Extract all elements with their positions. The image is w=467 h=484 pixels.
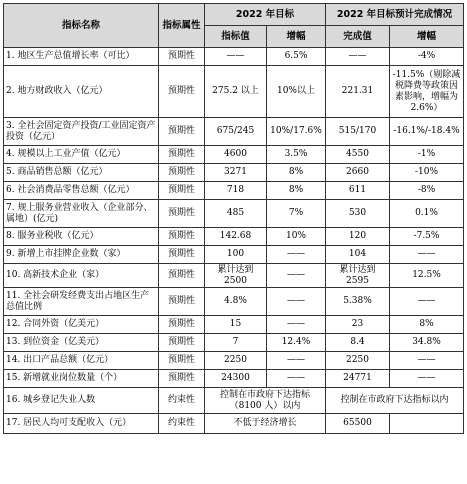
row-completed-value: 120 <box>326 228 390 246</box>
table-row <box>4 228 464 246</box>
row-completed-value: 累计达到 2595 <box>326 264 390 288</box>
row-name: 5. 商品销售总额（亿元） <box>4 164 159 182</box>
header-completed-value: 完成值 <box>326 26 390 48</box>
row-attr: 预期性 <box>159 200 205 228</box>
row-completion-growth: —— <box>390 288 464 316</box>
row-target-value: 7 <box>205 334 267 352</box>
row-target-growth: 10%以上 <box>267 66 326 118</box>
row-completion-growth: —— <box>390 352 464 370</box>
targets-table <box>3 3 464 434</box>
row-completed-merged: 控制在市政府下达指标以内 <box>326 388 464 414</box>
row-name: 9. 新增上市挂牌企业数（家） <box>4 246 159 264</box>
row-target-growth: 6.5% <box>267 48 326 66</box>
row-target-growth: 8% <box>267 182 326 200</box>
row-target-growth: 8% <box>267 164 326 182</box>
row-name: 6. 社会消费品零售总额（亿元） <box>4 182 159 200</box>
row-completed-value: 611 <box>326 182 390 200</box>
row-name: 8. 服务业税收（亿元） <box>4 228 159 246</box>
row-target-value: 100 <box>205 246 267 264</box>
table-row <box>4 200 464 228</box>
table-row <box>4 146 464 164</box>
row-completion-growth: —— <box>390 370 464 388</box>
table-row <box>4 264 464 288</box>
row-attr: 预期性 <box>159 370 205 388</box>
row-completion-growth: -7.5% <box>390 228 464 246</box>
row-name: 1. 地区生产总值增长率（可比） <box>4 48 159 66</box>
row-attr: 预期性 <box>159 316 205 334</box>
row-target-growth: —— <box>267 316 326 334</box>
row-target-value: 累计达到 2500 <box>205 264 267 288</box>
row-completed-value: 23 <box>326 316 390 334</box>
row-attr: 约束性 <box>159 388 205 414</box>
row-target-value: 15 <box>205 316 267 334</box>
row-completed-value: 5.38% <box>326 288 390 316</box>
table-row <box>4 288 464 316</box>
row-target-growth: 10%/17.6% <box>267 118 326 146</box>
row-completed-value: 24771 <box>326 370 390 388</box>
row-completion-growth: -10% <box>390 164 464 182</box>
row-completion-growth: -16.1%/-18.4% <box>390 118 464 146</box>
row-completed-value: 2660 <box>326 164 390 182</box>
row-name: 15. 新增就业岗位数量（个） <box>4 370 159 388</box>
row-target-value: —— <box>205 48 267 66</box>
row-attr: 预期性 <box>159 334 205 352</box>
row-completed-value: 104 <box>326 246 390 264</box>
row-target-growth: 3.5% <box>267 146 326 164</box>
table-row <box>4 388 464 414</box>
row-completed-value: 65500 <box>326 414 390 434</box>
row-name: 17. 居民人均可支配收入（元） <box>4 414 159 434</box>
row-attr: 预期性 <box>159 288 205 316</box>
row-target-value: 142.68 <box>205 228 267 246</box>
header-indicator-name: 指标名称 <box>4 4 159 48</box>
table-body <box>4 48 464 434</box>
header-growth: 增幅 <box>267 26 326 48</box>
row-target-value: 275.2 以上 <box>205 66 267 118</box>
row-completion-growth: -4% <box>390 48 464 66</box>
row-target-growth: —— <box>267 352 326 370</box>
row-attr: 预期性 <box>159 228 205 246</box>
row-attr: 预期性 <box>159 66 205 118</box>
row-name: 16. 城乡登记失业人数 <box>4 388 159 414</box>
header-indicator-attr: 指标属性 <box>159 4 205 48</box>
row-completion-growth: 0.1% <box>390 200 464 228</box>
row-completed-value: 2250 <box>326 352 390 370</box>
row-target-growth: 10% <box>267 228 326 246</box>
row-name: 3. 全社会固定资产投资/工业固定资产投资（亿元） <box>4 118 159 146</box>
row-name: 10. 高新技术企业（家） <box>4 264 159 288</box>
row-target-growth: —— <box>267 264 326 288</box>
row-attr: 预期性 <box>159 146 205 164</box>
row-name: 7. 规上服务业营业收入（企业部分、属地）(亿元) <box>4 200 159 228</box>
table-row <box>4 48 464 66</box>
row-attr: 预期性 <box>159 48 205 66</box>
row-name: 4. 规模以上工业产值（亿元） <box>4 146 159 164</box>
table-row <box>4 182 464 200</box>
table-row <box>4 316 464 334</box>
table-row <box>4 334 464 352</box>
row-completion-growth: -8% <box>390 182 464 200</box>
row-completion-growth <box>390 414 464 434</box>
row-target-value: 3271 <box>205 164 267 182</box>
row-completion-growth: 8% <box>390 316 464 334</box>
table-row <box>4 352 464 370</box>
table-row <box>4 246 464 264</box>
row-target-growth: —— <box>267 288 326 316</box>
row-attr: 预期性 <box>159 352 205 370</box>
row-completed-value: 530 <box>326 200 390 228</box>
row-attr: 预期性 <box>159 164 205 182</box>
header-target-value: 指标值 <box>205 26 267 48</box>
row-attr: 预期性 <box>159 118 205 146</box>
row-target-growth: —— <box>267 246 326 264</box>
row-attr: 预期性 <box>159 182 205 200</box>
row-completion-growth: 34.8% <box>390 334 464 352</box>
header-target-2022: 2022 年目标 <box>205 4 326 26</box>
row-completed-value: 221.31 <box>326 66 390 118</box>
header-completion-growth: 增幅 <box>390 26 464 48</box>
row-target-growth: 7% <box>267 200 326 228</box>
row-completion-growth: 12.5% <box>390 264 464 288</box>
row-target-value: 675/245 <box>205 118 267 146</box>
row-target-value: 718 <box>205 182 267 200</box>
row-attr: 预期性 <box>159 264 205 288</box>
row-target-value: 485 <box>205 200 267 228</box>
table-row <box>4 118 464 146</box>
row-completed-value: 4550 <box>326 146 390 164</box>
row-name: 14. 出口产品总额（亿元） <box>4 352 159 370</box>
row-name: 13. 到位资金（亿美元） <box>4 334 159 352</box>
row-completed-value: 515/170 <box>326 118 390 146</box>
row-completion-growth: -1% <box>390 146 464 164</box>
row-completed-value: —— <box>326 48 390 66</box>
row-completion-growth: —— <box>390 246 464 264</box>
row-target-value: 24300 <box>205 370 267 388</box>
row-target-merged: 不低于经济增长 <box>205 414 326 434</box>
row-name: 11. 全社会研发经费支出占地区生产总值比例 <box>4 288 159 316</box>
row-target-growth: 12.4% <box>267 334 326 352</box>
row-target-merged: 控制在市政府下达指标（8100 人）以内 <box>205 388 326 414</box>
row-completed-value: 8.4 <box>326 334 390 352</box>
row-attr: 预期性 <box>159 246 205 264</box>
header-forecast-2022: 2022 年目标预计完成情况 <box>326 4 464 26</box>
table-row <box>4 66 464 118</box>
table-row <box>4 414 464 434</box>
row-name: 2. 地方财政收入（亿元） <box>4 66 159 118</box>
row-attr: 约束性 <box>159 414 205 434</box>
table-row <box>4 370 464 388</box>
row-target-value: 4600 <box>205 146 267 164</box>
row-completion-growth: -11.5%（剔除减税降费等政策因素影响，增幅为 2.6%） <box>390 66 464 118</box>
table-row <box>4 164 464 182</box>
row-name: 12. 合同外资（亿美元） <box>4 316 159 334</box>
row-target-growth: —— <box>267 370 326 388</box>
row-target-value: 4.8% <box>205 288 267 316</box>
row-target-value: 2250 <box>205 352 267 370</box>
